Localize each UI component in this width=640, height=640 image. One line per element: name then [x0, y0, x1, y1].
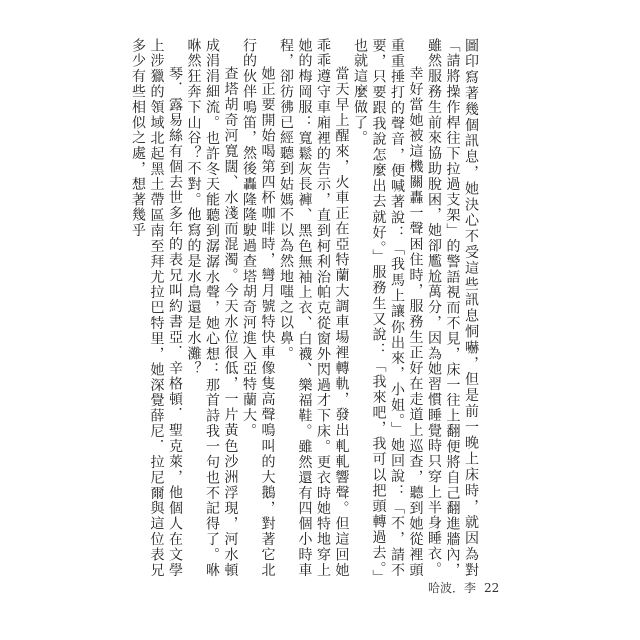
page-footer — [428, 579, 499, 596]
paragraph: 幸好當她被這機關轟一聲困住時，服務生正好在走道上巡查，聽到她從裡頭重重捶打的聲音，便喊著說：「我馬上讓你出來，小姐。」她回說：「不，請不要，只要跟我說怎麼出去就好。」服務生又說：「我來吧，我可以把頭轉過去。」也就這麼做了。 — [352, 38, 424, 578]
paragraph: 她正要開始喝第四杯咖啡時，彎月號特快車像隻高聲鳴叫的大鵝，對著它北行的伙伴鳴笛，然後轟隆隆駛過查塔胡奇河進入亞特蘭大。 — [241, 38, 276, 578]
paragraph: 圖印寫著幾個訊息，她決心不受這些訊息恫嚇，但是前一晚上床時，就因為對「請將操作桿往下拉過支架」的警語視而不見，床一往上翻便將自己翻進牆內，雖然服務生前來協助脫困，她卻尷尬萬分，因為她習慣睡覺時只穿上半身睡衣。 — [426, 38, 479, 578]
running-head: 哈波．李 — [428, 581, 477, 595]
body-text — [130, 38, 480, 578]
page-number: 22 — [484, 581, 500, 595]
paragraph: 查塔胡奇河寬闊、水淺而混濁。今天水位很低，一片黃色沙洲浮現，河水頓成涓涓細流。也許冬天能聽到潺潺水聲，她心想：那首詩我一句也不記得了。咻咻然狂奔下山谷？不對。他寫的是水鳥還是水灘？ — [185, 38, 239, 578]
paragraph: 琴．露易絲有個去世多年的表兄叫約書亞．辛格頓．聖克萊，他個人在文學上涉獵的領域北起黑土帶區南至拜尤拉巴特里，她深覺薛尼．拉尼爾與這位表兄多少有些相似之處，想著幾乎 — [130, 38, 183, 578]
paragraph: 當天早上醒來，火車正在亞特蘭大調車場裡轉軌，發出軋軋響聲。但這回她乖乖遵守車廂裡的告示，直到柯利治帕克從窗外閃過才下床。更衣時她特地穿上她的梅岡服：寬鬆灰長褲、黑色無袖上衣、白襪、樂福鞋。雖然還有四個小時車程，卻彷彿已經聽到姑媽不以為然地嗤之以鼻。 — [278, 38, 350, 578]
